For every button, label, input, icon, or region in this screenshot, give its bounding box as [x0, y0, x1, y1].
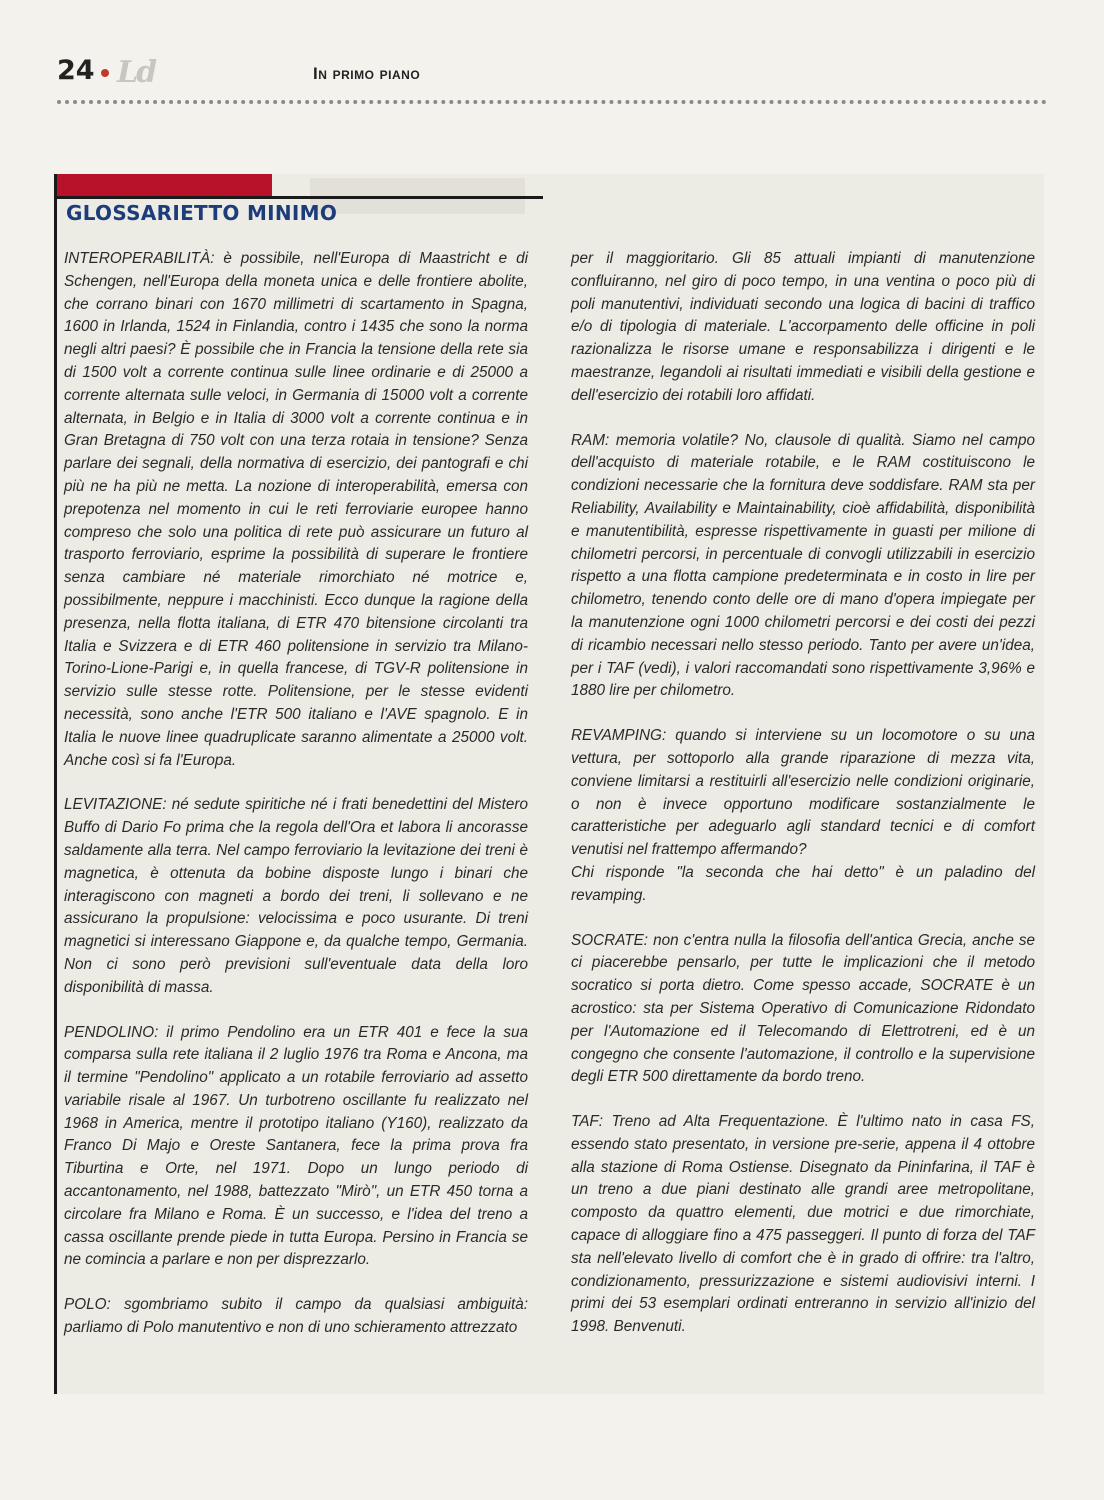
page-number: 24 [57, 55, 95, 86]
entry-levitazione: LEVITAZIONE: né sedute spiritiche né i frati benedettini del Mistero Buffo di Dario Fo prima che la regola dell'Ora et labora li ancorasse saldamente alla terra. Nel campo ferroviario la levitazione dei treni è magnetica, è ottenuta da bobine disposte lungo i binari che interagiscono con magneti a bordo dei treni, li sollevano e ne assicurano la propulsione: velocissima e poco usurante. Di treni magnetici si interessano Giappone e, da qualche tempo, Germania. Non ci sono però previsioni sull'eventuale data della loro disponibilità di massa. [64, 796, 528, 996]
left-column [64, 248, 528, 1362]
bullet-dot-icon [101, 69, 109, 77]
entry-polo: POLO: sgombriamo subito il campo da qualsiasi ambiguità: parliamo di Polo manutentivo e non di uno schieramento attrezzato [64, 1296, 528, 1337]
dotted-divider [57, 100, 1047, 104]
magazine-logo: Ld [117, 55, 156, 90]
red-title-tab [57, 174, 272, 196]
section-title: In primo piano [313, 64, 421, 83]
entry-ram: RAM: memoria volatile? No, clausole di qualità. Siamo nel campo dell'acquisto di materiale rotabile, e le RAM costituiscono le condizioni necessarie che la fornitura deve soddisfare. RAM sta per Reliability, Availability e Maintainability, cioè affidabilità, disponibilità e manutentibilità, espresse rispettivamente in guasti per milione di chilometri percorsi, in percentuale di convogli utilizzabili in esercizio rispetto a una flotta campione predeterminata e in costo in lire per chilometro, tenendo conto delle ore di mano d'opera impiegate per la manutenzione ogni 1000 chilometri percorsi e dei costi dei pezzi di ricambio necessari nello stesso periodo. Tanto per avere un'idea, per i TAF (vedi), i valori raccomandati sono rispettivamente 3,96% e 1880 lire per chilometro. [571, 431, 1035, 700]
box-left-border [54, 174, 57, 1394]
glossary-title: GLOSSARIETTO MINIMO [66, 201, 338, 225]
entry-pendolino: PENDOLINO: il primo Pendolino era un ETR 401 e fece la sua comparsa sulla rete italiana il 2 luglio 1976 tra Roma e Ancona, ma il termine "Pendolino" applicato a un rotabile ferroviario ad assetto variabile risale al 1967. Un turbotreno oscillante fu realizzato nel 1968 in America, mentre il prototipo italiano (Y160), realizzato da Franco Di Majo e Oreste Santanera, fece la prima prova fra Tiburtina e Orte, nel 1971. Dopo un lungo periodo di accantonamento, nel 1988, battezzato "Mirò", un ETR 450 torna a circolare fra Milano e Roma. È un successo, e l'idea del treno a cassa oscillante prende piede in tutta Europa. Persino in Francia se ne comincia a parlare e non per disprezzarlo. [64, 1023, 528, 1269]
entry-interoperabilita: INTEROPERABILITÀ: è possibile, nell'Europa di Maastricht e di Schengen, nell'Europa della moneta unica e delle frontiere abolite, che corrano binari con 1670 millimetri di scartamento in Spagna, 1600 in Irlanda, 1524 in Finlandia, contro i 1435 che sono la norma negli altri paesi? È possibile che in Francia la tensione della rete sia di 1500 volt a corrente continua sulle linee ordinarie e di 25000 a corrente alternata sulle veloci, in Germania di 15000 volt a corrente alternata, in Belgio e in Italia di 3000 volt a corrente continua e in Gran Bretagna di 750 volt con una terza rotaia in tensione? Senza parlare dei segnali, della normativa di esercizio, dei pantografi e chi più ne ha più ne metta. La nozione di interoperabilità, emersa con prepotenza nel momento in cui le reti ferroviarie europee hanno compreso che solo una politica di rete può assicurare un futuro al trasporto ferroviario, esprime la possibilità di superare le frontiere senza cambiare né materiale rimorchiato né motrice e, possibilmente, neppure i macchinisti. Ecco dunque la ragione della presenza, nella flotta italiana, di ETR 470 bitensione circolanti tra Italia e Svizzera e di ETR 460 politensione in servizio tra Milano-Torino-Lione-Parigi e, in quella francese, di TGV-R politensione in servizio sulle stesse rotte. Politensione, per le stesse evidenti necessità, sono anche l'ETR 500 italiano e l'AVE spagnolo. E in Italia le nuove linee quadruplicate saranno alimentate a 25000 volt. Anche così si fa l'Europa. [64, 250, 528, 769]
entry-revamping: REVAMPING: quando si interviene su un locomotore o su una vettura, per sottoporlo alla grande riparazione di mezza vita, conviene limitarsi a restituirli all'esercizio nelle condizioni originarie, o non è invece opportuno modificare sostanzialmente le caratteristiche per adeguarlo agli standard tecnici e di comfort venutisi nel frattempo affermando? Chi risponde "la seconda che hai detto" è un paladino del revamping. [571, 727, 1035, 904]
title-rule [57, 196, 543, 199]
page-header [57, 55, 1047, 95]
entry-taf: TAF: Treno ad Alta Frequentazione. È l'ultimo nato in casa FS, essendo stato presentato, in versione pre-serie, appena il 4 ottobre alla stazione di Roma Ostiense. Disegnato da Pininfarina, il TAF è un treno a due piani destinato alle grandi aree metropolitane, composto da quattro elementi, due motrici e due rimorchiate, capace di alloggiare fino a 475 passeggeri. Il punto di forza del TAF sta nell'elevato livello di comfort che è in grado di offrire: tra l'altro, condizionamento, pressurizzazione e sistemi audiovisivi interni. I primi dei 53 esemplari ordinati entreranno in servizio all'inizio del 1998. Benvenuti. [571, 1113, 1035, 1336]
right-column [571, 248, 1035, 1361]
entry-polo-continued: per il maggioritario. Gli 85 attuali impianti di manutenzione confluiranno, nel giro di poco tempo, in una ventina o poco più di poli manutentivi, individuati secondo una logica di bacini di traffico e/o di tipologia di materiale. L'accorpamento delle officine in poli razionalizza le risorse umane e responsabilizza i dirigenti e le maestranze, legandoli ai risultati immediati e visibili della gestione e dell'esercizio dei rotabili loro affidati. [571, 250, 1035, 404]
entry-socrate: SOCRATE: non c'entra nulla la filosofia dell'antica Grecia, anche se ci piacerebbe pensarlo, per tutte le implicazioni che il metodo socratico si porta dietro. Come spesso accade, SOCRATE è un acrostico: sta per Sistema Operativo di Comunicazione Ridondato per l'Automazione ed il Telecomando di Elettrotreni, ed è un congegno che consente l'automazione, il controllo e la supervisione degli ETR 500 direttamente da bordo treno. [571, 931, 1035, 1086]
